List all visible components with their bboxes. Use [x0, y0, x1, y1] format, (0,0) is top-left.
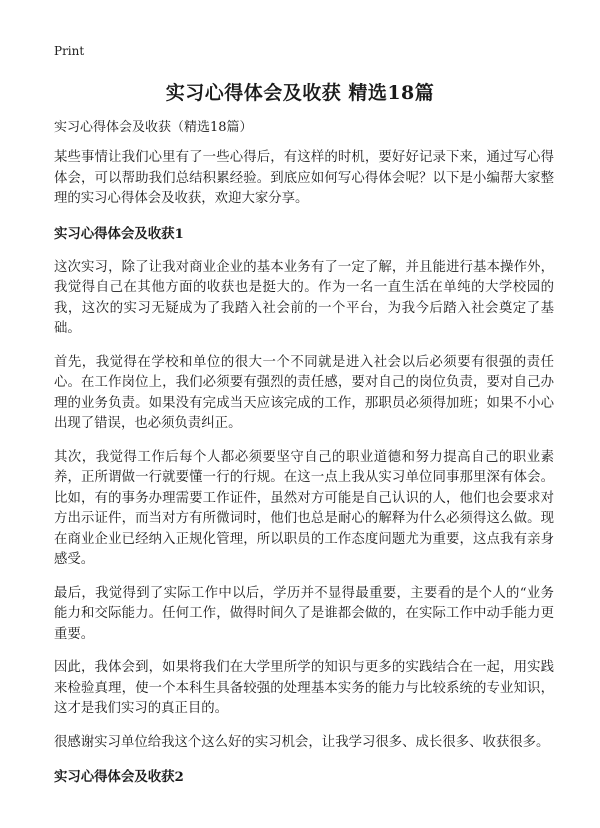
section-1-paragraph-2: 首先，我觉得在学校和单位的很大一个不同就是进入社会以后必须要有很强的责任心。在工作岗位上，我们必须要有强烈的责任感，要对自己的岗位负责，要对自己办理的业务负责。如果没有完成当天应该完成的工作，那职员必须得加班；如果不小心出现了错误，也必须负责纠正。 [54, 354, 554, 431]
section-1-paragraph-1: 这次实习，除了让我对商业企业的基本业务有了一定了解，并且能进行基本操作外，我觉得自己在其他方面的收获也是挺大的。作为一名一直生活在单纯的大学校园的我，这次的实习无疑成为了我踏入社会前的一个平台，为我今后踏入社会奠定了基础。 [54, 259, 554, 336]
print-link[interactable]: Print [54, 44, 85, 58]
section-1-paragraph-5: 因此，我体会到，如果将我们在大学里所学的知识与更多的实践结合在一起，用实践来检验真理，使一个本科生具备较强的处理基本实务的能力与比较系统的专业知识，这才是我们实习的真正目的。 [54, 660, 554, 716]
page-title: 实习心得体会及收获 精选18篇 [165, 82, 435, 104]
document-body [54, 118, 554, 801]
section-heading-1: 实习心得体会及收获1 [54, 225, 184, 242]
section-heading-2: 实习心得体会及收获2 [54, 769, 184, 785]
section-1-paragraph-3: 其次，我觉得工作后每个人都必须要坚守自己的职业道德和努力提高自己的职业素养，正所谓做一行就要懂一行的行规。在这一点上我从实习单位同事那里深有体会。比如，有的事务办理需要工作证件，虽然对方可能是自己认识的人，他们也会要求对方出示证件，而当对方有所微词时，他们也总是耐心的解释为什么必须得这么做。现在商业企业已经纳入正规化管理，所以职员的工作态度问题尤为重要，这点我有亲身感受。 [54, 449, 554, 567]
section-1-paragraph-6: 很感谢实习单位给我这个这么好的实习机会，让我学习很多、成长很多、收获很多。 [54, 734, 550, 750]
section-1-paragraph-4: 最后，我觉得到了实际工作中以后，学历并不显得最重要，主要看的是个人的“业务能力和交际能力。任何工作，做得时间久了是谁都会做的，在实际工作中动手能力更重要。 [54, 585, 554, 642]
document-subtitle: 实习心得体会及收获（精选18篇） [54, 120, 253, 135]
intro-paragraph: 某些事情让我们心里有了一些心得后，有这样的时机，要好好记录下来，通过写心得体会，可以帮助我们总结积累经验。到底应如何写心得体会呢？以下是小编帮大家整理的实习心得体会及收获，欢迎大家分享。 [54, 150, 554, 206]
